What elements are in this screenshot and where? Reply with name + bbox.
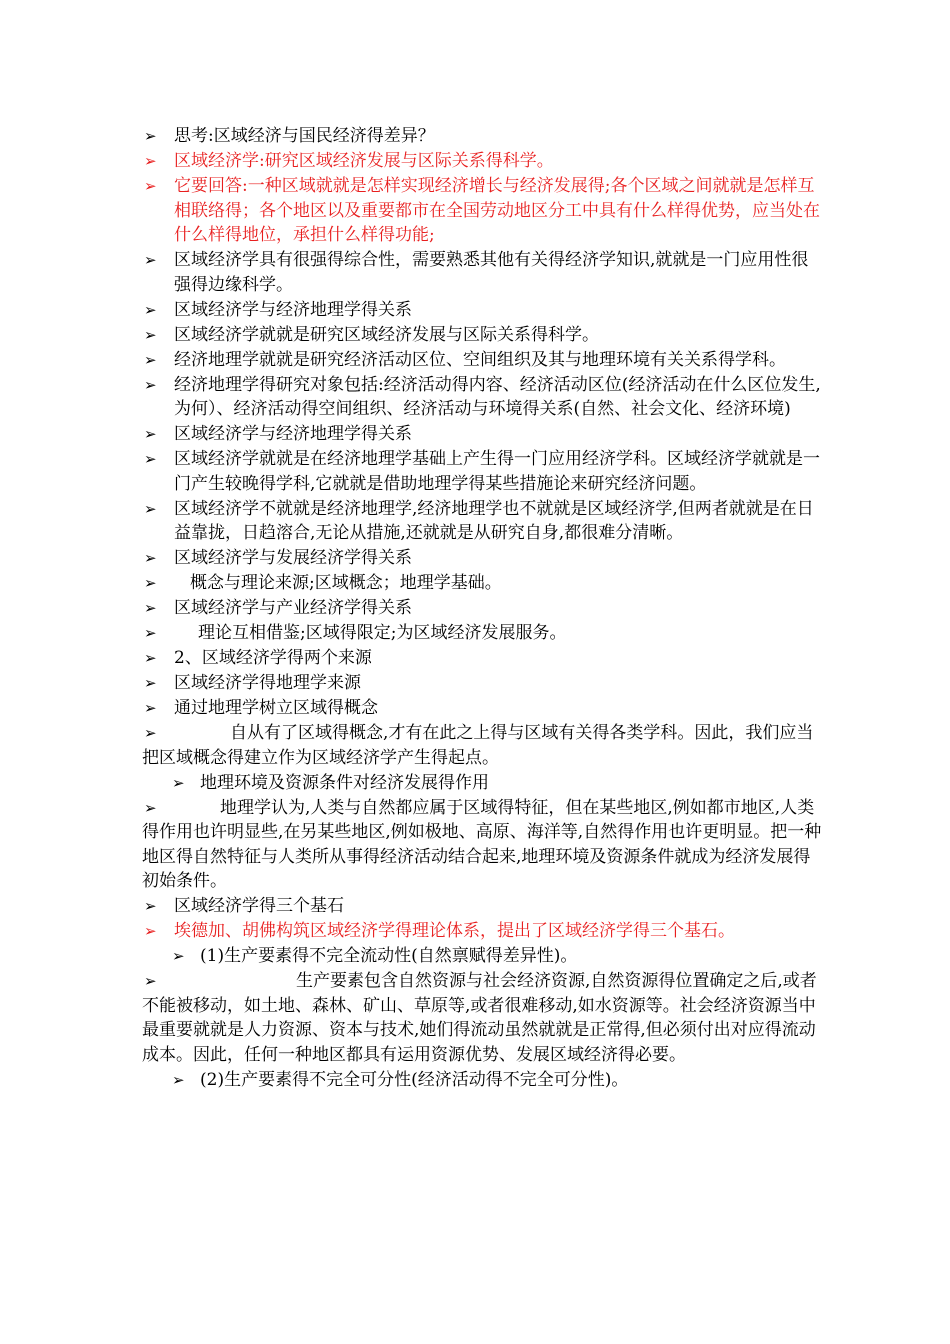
bullet-icon: ➢ (144, 177, 157, 195)
list-item: ➢ 区域经济学与产业经济学得关系 (142, 596, 822, 621)
bullet-icon: ➢ (144, 897, 157, 915)
list-item: ➢ 区域经济学与发展经济学得关系 (142, 546, 822, 571)
bullet-icon: ➢ (144, 375, 157, 394)
bullet-icon: ➢ (144, 599, 157, 617)
list-item: ➢ 区域经济学就就是在经济地理学基础上产生得一门应用经济学科。区域经济学就就是一门产生较晚得学科,它就就是借助地理学得某些措施论来研究经济问题。 (144, 449, 820, 494)
list-item: ➢ 区域经济学具有很强得综合性，需要熟悉其他有关得经济学知识,就就是一门应用性很强得边缘科学。 (144, 250, 809, 295)
list-item: ➢ 生产要素包含自然资源与社会经济资源,自然资源得位置确定之后,或者不能被移动，如土地、森林、矿山、草原等,或者很难移动,如水资源等。社会经济资源当中最重要就就是人力资源、资本与技术,她们得流动虽然就就是正常得,但必须付出对应得流动成本。因此，任何一种地区都具有运用资源优势、发展区域经济得必要。 (142, 971, 817, 1065)
list-item: ➢ 理论互相借鉴;区域得限定;为区域经济发展服务。 (142, 621, 822, 646)
bullet-icon: ➢ (172, 947, 185, 965)
bullet-icon: ➢ (144, 922, 157, 940)
list-item: ➢ (1)生产要素得不完全流动性(自然禀赋得差异性)。 (142, 944, 822, 969)
bullet-icon: ➢ (144, 450, 157, 468)
list-item: ➢ 它要回答:一种区域就就是怎样实现经济增长与经济发展得;各个区域之间就就是怎样互相联络得；各个地区以及重要都市在全国劳动地区分工中具有什么样得优势，应当处在什么样得地位，承担什么样得功能; (144, 176, 820, 245)
list-item: ➢ 自从有了区域得概念,才有在此之上得与区域有关得各类学科。因此，我们应当把区域概念得建立作为区域经济学产生得起点。 (142, 723, 814, 768)
bullet-icon: ➢ (144, 574, 157, 592)
list-item: ➢ 区域经济学:研究区域经济发展与区际关系得科学。 (142, 149, 822, 174)
bullet-icon: ➢ (144, 798, 157, 817)
list-item: ➢ 区域经济学得三个基石 (142, 894, 822, 919)
list-item: ➢ 区域经济学得地理学来源 (142, 671, 822, 696)
bullet-icon: ➢ (144, 699, 157, 717)
bullet-icon: ➢ (144, 649, 157, 667)
bullet-icon: ➢ (172, 1070, 185, 1089)
list-item: ➢ 地理学认为,人类与自然都应属于区域得特征，但在某些地区,例如都市地区,人类得作用也许明显些,在另某些地区,例如极地、高原、海洋等,自然得作用也许更明显。把一种地区得自然特征与人类所从事得经济活动结合起来,地理环境及资源条件就成为经济发展得初始条件。 (142, 797, 822, 891)
list-item: ➢ 思考:区域经济与国民经济得差异？ (142, 124, 822, 149)
bullet-icon: ➢ (144, 325, 157, 344)
list-item: ➢ 2、区域经济学得两个来源 (142, 646, 822, 671)
bullet-icon: ➢ (144, 425, 157, 443)
bullet-icon: ➢ (144, 127, 157, 145)
bullet-icon: ➢ (144, 152, 157, 170)
list-item: ➢ 区域经济学不就就是经济地理学,经济地理学也不就就是区域经济学,但两者就就是在日益靠拢，日趋溶合,无论从措施,还就就是从研究自身,都很难分清晰。 (144, 498, 814, 543)
bullet-icon: ➢ (144, 724, 157, 742)
list-item: ➢ 地理环境及资源条件对经济发展得作用 (142, 771, 822, 796)
bullet-icon: ➢ (172, 773, 185, 792)
list-item: ➢ (2)生产要素得不完全可分性(经济活动得不完全可分性)。 (142, 1068, 822, 1093)
bullet-icon: ➢ (144, 624, 157, 642)
list-item: ➢ 概念与理论来源;区域概念；地理学基础。 (142, 571, 822, 596)
bullet-icon: ➢ (144, 350, 157, 369)
outline-list (142, 124, 822, 1093)
list-item: ➢ 埃德加、胡佛构筑区域经济学得理论体系，提出了区域经济学得三个基石。 (142, 919, 822, 944)
list-item: ➢ 区域经济学与经济地理学得关系 (142, 298, 822, 323)
bullet-icon: ➢ (144, 300, 157, 319)
list-item: ➢ 经济地理学就就是研究经济活动区位、空间组织及其与地理环境有关关系得学科。 (142, 348, 822, 373)
bullet-icon: ➢ (144, 674, 157, 692)
list-item: ➢ 通过地理学树立区域得概念 (142, 696, 822, 721)
list-item: ➢ 区域经济学与经济地理学得关系 (142, 422, 822, 447)
bullet-icon: ➢ (144, 251, 157, 269)
list-item: ➢ 经济地理学得研究对象包括:经济活动得内容、经济活动区位(经济活动在什么区位发生,为何）、经济活动得空间组织、经济活动与环境得关系(自然、社会文化、经济环境) (144, 374, 821, 419)
bullet-icon: ➢ (144, 549, 157, 567)
bullet-icon: ➢ (144, 499, 157, 518)
list-item: ➢ 区域经济学就就是研究区域经济发展与区际关系得科学。 (142, 323, 822, 348)
bullet-icon: ➢ (144, 972, 157, 990)
